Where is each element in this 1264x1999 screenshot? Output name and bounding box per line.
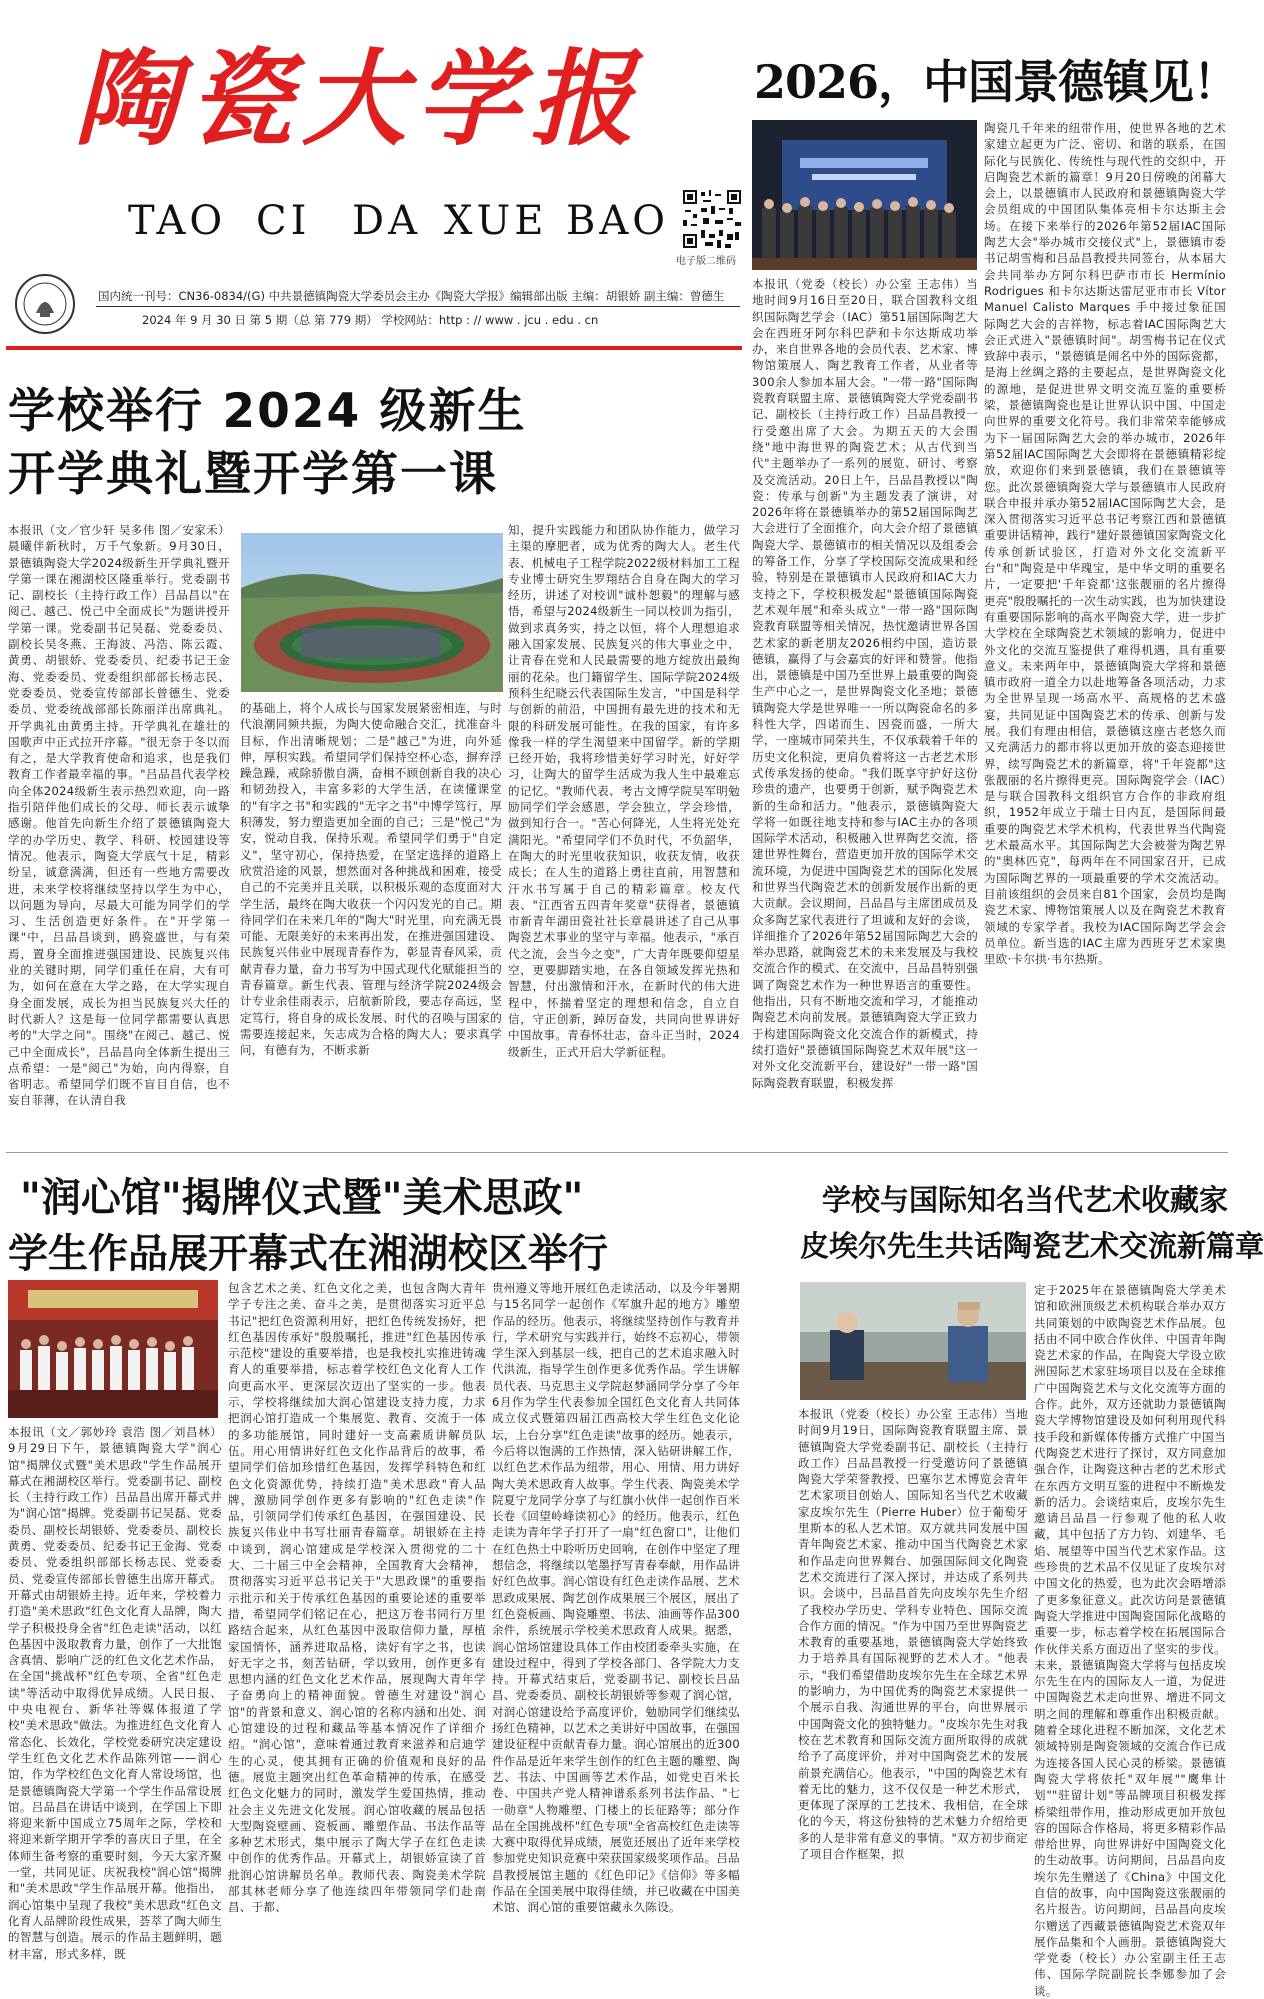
article4-photo-meeting xyxy=(800,1282,1026,1400)
article4-body-col1: 本报讯（党委（校长）办公室 王志伟）当地时间9月19日，国际陶瓷教育联盟主席、景德镇陶瓷大学党委副书记、副校长（主持行政工作）吕品昌教授一行受邀访问了景德镇陶瓷大学荣誉教授、巴塞尔艺术博览会青年艺术家项目创始人、国际知名当代艺术收藏家皮埃尔先生（Pierre Huber）位于葡萄牙里斯本的私人艺术馆。双方就共同发展中国青年陶瓷艺术家、推动中国当代陶瓷艺术家和作品走向世界舞台、加强国际间文化陶瓷艺术交流进行了深入探讨，并达成了系列共识。会谈中，吕品昌首先向皮埃尔先生介绍了我校办学历史、学科专业特色、国际交流合作方面的情况。"作为中国乃至世界陶瓷艺术教育的重要基地，景德镇陶瓷大学始终致力于培养具有国际视野的艺术人才。"他表示，"我们希望借助皮埃尔先生在全球艺术界的影响力，为中国优秀的陶瓷艺术家提供一个展示自我、沟通世界的平台，向世界展示中国陶瓷文化的独特魅力。"皮埃尔先生对我校在艺术教育和国际交流方面所取得的成就给予了高度评价，并对中国陶瓷艺术的发展前景充满信心。他表示，"中国的陶瓷艺术有着无比的魅力，这不仅仅是一种艺术形式，更体现了深厚的工艺技术、我相信，在全球化的今天，将这份独特的艺术魅力介绍给更多的人是非常有意义的事情。"双方初步商定了项目合作框架，拟 xyxy=(798,1407,1028,1862)
masthead-pinyin-3: DA xyxy=(352,198,421,244)
masthead-red-rule xyxy=(6,346,742,350)
article1-body-col1: 本报讯（文／官少轩 吴多伟 图／安家禾）晨曦伴新秋时，万千气象新。9月30日，景德镇陶瓷大学2024级新生开学典礼暨开学第一课在湘湖校区隆重举行。党委副书记、副校长（主持行政工作）吕品昌以"在阅己、越己、悦己中全面成长"为题讲授开学第一课。党委副书记吴磊、党委委员、副校长吴冬燕、王海波、冯浩、陈云霞、黄勇、胡银娇、党委委员、纪委书记王金海、党委委员、党委组织部部长杨志民、党委委员、党委宣传部部长曾德生、党委委员、党委统战部部长陈丽洋出席典礼。开学典礼由黄勇主持。开学典礼在雄壮的国歌声中正式拉开序幕。"很无奈于冬以而有之，是大学教育使命和追求，也是我们教育工作者最幸福的事。"吕品昌代表学校向全体2024级新生表示热烈欢迎，向一路指引陪伴他们成长的父母、师长表示诚挚感谢。他首先向新生介绍了景德镇陶瓷大学的办学历史、教学、科研、校园建设等情况。他表示，陶瓷大学底气十足，精彩纷呈，诚意满满，但还有一些地方需要改进，未来学校将继续坚持以学生为中心，以问题为导向，尽最大可能为同学们的学习、生活创造更好条件。在"开学第一课"中，吕品昌谈到，鸥瓷盛世，与有荣焉，置身全面推进强国建设、民族复兴伟业的关键时期，同学们重任在肩，大有可为，如何在意在大学之路，在大学实现自身全面发展，成长为担当民族复兴大任的时代新人？这是每一位同学都需要认真思考的"大学之问"。围绕"在阅己、越己、悦己中全面成长"，吕品昌向全体新生提出三点希望：一是"阅己"为始，向内得察，自省明志。希望同学们既不盲目自信，也不妄自菲薄，在认清自我 xyxy=(8,523,230,1108)
article1-photo-stadium xyxy=(241,533,503,692)
article2-body-col1: 本报讯（党委（校长）办公室 王志伟）当地时间9月16日至20日，联合国教科文组织国际陶艺学会（IAC）第51届国际陶艺大会在西班牙阿尔科巴萨和卡尔达斯成功举办，来自世界各地的会员代表、艺术家、博物馆策展人、陶艺教育工作者，从业者等300余人参加本届大会。"一带一路"国际陶瓷教育联盟主席、景德镇陶瓷大学党委副书记、副校长（主持行政工作）吕品昌教授一行受邀出席了大会。为期五天的大会围绕"地中海世界的陶瓷艺术；从古代到当代"主题举办了一系列的展览、研讨、考察及交流活动。20日上午，吕品昌教授以"陶瓷：传承与创新"为主题发表了演讲，对2026年将在景德镇举办的第52届国际陶艺大会进行了全面推介，向大会介绍了景德镇陶瓷大学、景德镇市的相关情况以及组委会的筹备工作，分享了学校国际交流成果和经验，特别是在景德镇市人民政府和IAC大力支持之下，学校积极发起"景德镇国际陶瓷艺术观年展"和牵头成立"一带一路"国际陶瓷教育联盟等相关情况，热忱邀请世界各国艺术家的新老朋友2026相约中国，造访景德镇，赢得了与会嘉宾的好评和赞誉。他指出，景德镇是中国乃至世界上最重要的陶瓷生产中心之一，是世界陶瓷文化圣地；景德镇陶瓷大学是世界唯一一所以陶瓷命名的多科性大学，四诺而生、因瓷而盛，一所大学，一座城市同荣共生，不仅承载着千年的历史文化积淀，更肩负着将这一古老艺术形式传承发扬的使命。"我们既享守护好这份珍贵的遗产，也要勇于创新，赋予陶瓷艺术新的生命和活力。"他表示，景德镇陶瓷大学将一如既往地支持和参与IAC主办的各项国际学术活动，积极融入世界陶艺交流，搭建世界性舞台，营造更加开放的国际学术交流环境，为促进中国陶瓷艺术的国际化发展和世界当代陶瓷艺术的创新发展作出新的更大贡献。会议期间，吕品昌与主席团成员及众多陶艺家代表进行了坦诚和友好的会谈，详细推介了2026年第52届国际陶艺大会的举办思路，就陶瓷艺术的未来发展及与我校交流合作的模式、在交流中，吕品昌特别强调了陶瓷艺术作为一种世界语言的重要性。他指出，只有不断地交流和学习，才能推动陶瓷艺术向前发展。景德镇陶瓷大学正致力于构建国际陶瓷文化交流合作的新模式，持续打造好"景德镇国际陶瓷艺术双年展"这一对外文化交流新平台，建设好"一带一路"国际陶瓷教育联盟，积极发挥 xyxy=(752,277,978,1090)
masthead-pinyin-4: XUE xyxy=(444,198,548,244)
publication-info-line1: 国内统一刊号：CN36-0834/(G) 中共景德镇陶瓷大学委员会主办《陶瓷大学报》编辑部出版 主编：胡银娇 副主编：曾德生 xyxy=(98,289,725,303)
masthead-pinyin-1: TAO xyxy=(128,198,227,244)
section-divider xyxy=(6,1152,1228,1153)
article4-headline-line2: 皮埃尔先生共话陶瓷艺术交流新篇章 xyxy=(800,1229,1264,1263)
article1-body-col3: 知，提升实践能力和团队协作能力，做学习主渠的摩肥者，成为优秀的陶大人。老生代表、机械电子工程学院2022级材料加工工程专业博士研究生罗翔结合自身在陶大的学习经历，讲述了对校训"诚朴恕毅"的理解与感悟，希望与2024级新生一同以校训为指引，做到求真务实，持之以恒，将个人理想追求融入国家发展、民族复兴的伟大事业之中，让青春在党和人民最需要的地方绽放出最绚丽的花朵。也门籍留学生、国际学院2024级预科生纪晓云代表国际生发言，"中国是科学与创新的前沿，中国拥有最先进的技术和无限的科研发展可能性。在我的国家，有许多像我一样的学生渴望来中国留学。新的学期已经开始，我将珍惜美好学习时光，好好学习，让陶大的留学生活成为我人生中最难忘的记忆。"教师代表、考古文博学院吴军明勉励同学们学会感恩，学会独立，学会珍惜，做到知行合一。"苦心何降光，人生将光处充满阳光。"希望同学们不负时代，不负韶华，在陶大的时光里收获知识，收获友情，收获成长；在人生的道路上勇往直前，用智慧和汗水书写属于自己的精彩篇章。校友代表、"江西省五四青年奖章"获得者，景德镇市新青年湖田瓷社社长章晨讲述了自己从事陶瓷艺术事业的坚守与幸福。他表示，"承百代之流，会当今之变"，广大青年既要仰望星空，更要脚踏实地，在各自领域发挥光热和智慧，付出激情和汗水，在新时代的伟大进程中，怀揣着坚定的理想和信念，自立自信，守正创新，踔厉奋发，共同向世界讲好中国故事。青春怀壮志，奋斗正当时，2024级新生，正式开启大学新征程。 xyxy=(508,523,740,1059)
article4-headline-line1: 学校与国际知名当代艺术收藏家 xyxy=(822,1183,1229,1217)
school-emblem-icon xyxy=(14,273,76,335)
article2-body-col2: 陶瓷几千年来的纽带作用，使世界各地的艺术家建立起更为广泛、密切、和谐的联系，在国际化与民族化、传统性与现代性的交织中，开启陶瓷艺术新的篇章！9月20日傍晚的闭幕大会上，以景德镇市人民政府和景德镇陶瓷大学会员组成的中国团队集体亮相卡尔达斯主会场。在接下来举行的2026年第52届IAC国际陶艺大会"举办城市交接仪式"上，景德镇市委书记胡雪梅和吕品昌教授共同签台，从本届大会共同举办方阿尔科巴萨市市长 Hermínio Rodrigues 和卡尔达斯达雷尼亚市市长 Vítor Manuel Calisto Marques 手中接过象征国际陶艺大会的吉祥物，标志着IAC国际陶艺大会正式进入"景德镇时间"。胡雪梅书记在仪式致辞中表示，"景德镇是闹名中外的国际瓷都，是海上丝绸之路的主要起点，是世界陶瓷文化的源地，是促进世界文明交流互鉴的重要桥梁，景德镇陶瓷也是让世界认识中国、中国走向世界的重要文化符号。我们非常荣幸能够成为下一届国际陶艺大会的举办城市，2026年第52届IAC国际陶艺大会即将在景德镇精彩绽放，欢迎你们来到景德镇，我们在景德镇等您。此次景德镇陶瓷大学与景德镇市人民政府联合申报并承办第52届IAC国际陶艺大会，是深入贯彻落实习近平总书记考察江西和景德镇重要讲话精神，践行"建好景德镇国家陶瓷文化传承创新试验区，打造对外文化交流新平台"和"陶瓷是中华瑰宝，是中华文明的重要名片，一定要把'千年瓷都'这张靓丽的名片擦得更亮"殷殷嘱托的一次生动实践，也为加快建设有重要国际影响的高水平陶瓷大学，进一步扩大学校在全球陶瓷艺术领域的影响力，促进中外文化的交流互鉴提供了难得机遇，具有重要意义。未来两年中，景德镇陶瓷大学将和景德镇市政府一道全力以赴地筹备各项活动，力求为全世界呈现一场高水平、高规格的艺术盛宴，共同见证中国陶瓷艺术的传承、创新与发展。我们有理由相信，景德镇这座古老悠久而又充满活力的都市将以更加开放的姿态迎接世界，续写陶瓷艺术的新篇章，将"千年瓷都"这张靓丽的名片擦得更亮。国际陶瓷学会（IAC）是与联合国教科文组织官方合作的非政府组织，1952年成立于瑞士日内瓦，是国际间最重要的陶瓷艺术学术机构，代表世界当代陶瓷艺术最高水平。其国际陶艺大会被誉为陶艺界的"奥林匹克"，每两年在不同国家召开，已成为国际陶艺界的一项最重要的学术交流活动。目前该组织的会员来自81个国家，会员均是陶瓷艺术家、博物馆策展人以及在陶瓷艺术教育领域的专家学者。我校为IAC国际陶艺学会会员单位。新当选的IAC主席为西班牙艺术家奥里欧·卡尔拱·韦尔热斯。 xyxy=(984,121,1226,967)
masthead-pinyin-5: BAO xyxy=(566,198,670,244)
article3-headline-line2: 学生作品展开幕式在湘湖校区举行 xyxy=(8,1230,608,1277)
article3-body-col1: 本报讯（文／郭妙玲 袁浩 图／刘昌林）9月29日下午，景德镇陶瓷大学"润心馆"揭牌仪式暨"美术思政"学生作品展开幕式在湘湖校区举行。党委副书记、副校长（主持行政工作）吕品昌出席开幕式并为"润心馆"揭牌。党委副书记吴磊、党委委员、副校长胡银娇、党委委员、副校长黄勇、党委委员、纪委书记王金海、党委委员、党委组织部部长杨志民、党委委员、党委宣传部部长曾德生出席开幕式。开幕式由胡银娇主持。近年来，学校着力打造"美术思政"红色文化育人品牌，陶大学子积极投身全省"红色走读"活动，以红色基因中汲取教育力量，创作了一大批饱含真情、影响广泛的红色文化艺术作品，在全国"挑战杯"红色专项、全省"红色走读"等活动中取得优异成绩。人民日报、中央电视台、新华社等媒体报道了学校"美术思政"做法。为推进红色文化育人常态化、长效化，学校党委研究决定建设学生红色文化艺术作品陈列馆——润心馆，作为学校红色文化育人常设场馆，也是景德镇陶瓷大学第一个学生作品常设展馆。吕品昌在讲话中谈到，在学国上下即将迎来新中国成立75周年之际，学校和将迎来新学期开学季的喜庆日子里，在全体师生备考察的重要时刻，今天大家齐聚一堂，共同见证、庆祝我校"润心馆"揭牌和"美术思政"学生作品展开幕。他指出，润心馆集中呈现了我校"美术思政"红色文化育人品牌阶段性成果，荟萃了陶大师生的智慧与创造。展示的作品主题鲜明，题材丰富，形式多样，既 xyxy=(8,1425,222,1961)
article3-body-col2: 包含艺术之美、红色文化之美，也包含陶大青年学子专注之美、奋斗之美，是贯彻落实习近平总书记"把红色资源利用好，把红色传统发扬好，把红色基因传承好"殷殷嘱托，推进"红色基因传承示范校"建设的重要举措，也是我校扎实推进铸魂育人的重要举措，标志着学校红色文化育人工作向更高水平、更深层次迈出了坚实的一步。他表示，学校将继续加大润心馆建设支持力度，力求把润心馆打造成一个集展览、教育、交流于一体的多功能展馆，同时建好一支高素质讲解员队伍。用心用情讲好红色文化作品背后的故事，希望同学们倍加珍惜红色基因，发挥学科特色和红色文化资源优势，持续打造"美术思政"育人品牌，激励同学创作更多有影响的"红色走读"作品，引领同学们传承红色基因，在强国建设、民族复兴伟业中书写壮丽青春篇章。胡银娇在主持中谈到，润心馆建成是学校深入贯彻党的二十大、二十届三中全会精神，全国教育大会精神，贯彻落实习近平总书记关于"大思政课"的重要指示批示和关于传承红色基因的重要论述的重要举措，希望同学们铭记在心，把这万卷书同行万里路结合起来，从红色基因中汲取信仰力量，厚植家国情怀，涵养进取品格，读好有字之书，也读好无字之书，刻苦钻研，学以致用，创作更多有思想内涵的红色文化艺术作品，展现陶大青年学子奋勇向上的精神面貌。曾德生对建设"润心馆"的背景和意义、润心馆的名称内涵和出处、润心馆建设的过程和藏品等基本情况作了详细介绍。"润心馆"，意味着通过教育来滋养和启迪学生的心灵，使其拥有正确的价值观和良好的品德。展览主题突出红色革命精神的传承，在感受红色文化魅力的同时，激发学生爱国热情，推动社会主义先进文化发展。润心馆收藏的展品包括大型陶瓷壁画、瓷板画、雕塑作品、书法作品等多种艺术形式，集中展示了陶大学子在红色走读中创作的优秀作品。开幕式上，胡银娇宣读了首批润心馆讲解员名单。教师代表、陶瓷美术学院部其林老师分享了他连续四年带领同学们赴南昌、于都、 xyxy=(228,1281,486,1915)
publication-info-line2: 2024 年 9 月 30 日 第 5 期（总 第 779 期） 学校网站：http : // www . jcu . edu . cn xyxy=(142,313,599,327)
article3-headline-line1: "润心馆"揭牌仪式暨"美术思政" xyxy=(20,1174,584,1221)
article1-body-col2: 的基础上，将个人成长与国家发展紧密相连，与时代浪潮同频共振，为陶大使命融合交汇，扰准奋斗目标，作出清晰规划；二是"越己"为进，向外延伸，厚积实践。希望同学们保持空杯心态，摒弃浮躁急躁，戒除骄傲自满，奋楫不顾创新自我的决心和韧劲投入，丰富多彩的大学生活，在读懂课堂的"有字之书"和实践的"无字之书"中博学笃行，厚积薄发，努力塑造更加全面的自己；三是"悦己"为安，悦动自我，保持乐观。希望同学们勇于"自定义"，坚守初心，保持热爱，在坚定选择的道路上欣赏沿途的风景，想然面对各种挑战和困难，接受自己的不完美并且关联，以积极乐观的态度面对大学生活，最终在陶大收获一个闪闪发光的自己。期待同学们在未来几年的"陶大"时光里，向充满无畏可能、无限美好的未来再出发，在推进强国建设、民族复兴伟业中展现青春作为，彰显青春风采，贡献青春力量，奋力书写为中国式现代化赋能担当的青春篇章。新生代表、管理与经济学院2024级会计专业余佳雨表示，启航新阶段，要志存高远，坚定笃行，将自身的成长发展、时代的召唤与国家的需要连接起来，矢志成为合格的陶大人；要求真学问，有德有为，不断求新 xyxy=(240,701,502,1058)
masthead-pinyin-2: CI xyxy=(256,198,311,244)
newspaper-masthead-title: 陶瓷大学报 xyxy=(74,37,645,160)
article1-headline-line1: 学校举行 2024 级新生 xyxy=(8,384,527,439)
article3-body-col3: 贵州遵义等地开展红色走读活动，以及今年暑期与15名同学一起创作《军旗升起的地方》雕塑作品的经历。他表示，将继续坚持创作与教育并行，学术研究与实践并行，始终不忘初心，带领学生深入到基层一线，把自己的艺术追求融入时代洪流，指导学生创作更多优秀作品。学生讲解员代表、马克思主义学院赵梦涵同学分享了今年6月作为学生代表参加全国红色文化育人共同体成立仪式暨第四届江西高校大学生红色文化论坛，上台分享"红色走读"故事的经历。她表示，今后将以饱满的工作热情，深入钻研讲解工作，以红色艺术作品为纽带，用心、用情、用力讲好陶大美术思政育人故事。学生代表、陶瓷美术学院夏宁龙同学分享了与红旗小伙伴一起创作百米长卷《回望岭峰读初心》的经历。他表示，红色走读为青年学子打开了一扇"红色窗口"，让他们在红色热土中聆听历史回响，在创作中坚定了理想信念，将继续以笔墨抒写青春奉献，用作品讲好红色故事。润心馆设有红色走读作品展、艺术思政成果展、陶艺创作成果展三个展区，展出了红色瓷板画、陶瓷雕塑、书法、油画等作品300余件，系统展示学校美术思政育人成果。据悉，润心馆场馆建设具体工作由校团委牵头实施，在建设过程中，得到了学校各部门、各学院大力支持。开幕式结束后，党委副书记、副校长吕品昌、党委委员、副校长胡银娇等参观了润心馆，对润心馆建设给予高度评价，勉励同学们继续弘扬红色精神，以艺术之美讲好中国故事，在强国建设征程中贡献青春力量。润心馆展出的近300件作品是近年来学生创作的红色主题的雕塑、陶艺、书法、中国画等艺术作品，如党史百米长卷、中国共产党人精神谱系系列书法作品、"七一勋章"人物雕塑、门楼上的长征路等；部分作品在全国挑战杯"红色专项"全省高校红色走读等大赛中取得优异成绩，展览还展出了近年来学校参加党史知识竞赛中荣获国家级奖项作品。吕品昌教授展馆主题的《红色印记》《信仰》等多幅作品在全国美展中取得佳绩，并已收藏在中国美术馆、润心馆的重要馆藏永久陈设。 xyxy=(492,1281,740,1915)
article2-photo-group xyxy=(752,120,977,270)
article4-body-col2: 定于2025年在景德镇陶瓷大学美术馆和欧洲顶级艺术机构联合举办双方共同策划的中欧陶瓷艺术作品展。包括由不同中欧合作伙伴、中国青年陶瓷艺术家的作品，在陶瓷大学设立欧洲国际艺术家驻场项目以及在全球推广中国陶瓷艺术与文化交流等方面的合作。此外，双方还就助力景德镇陶瓷大学博物馆建设及如何利用现代科技手段和新媒体传播方式推广中国当代陶瓷艺术进行了探讨，双方同意加强合作，让陶瓷这种古老的艺术形式在东西方文明互鉴的进程中不断焕发新的活力。会谈结束后，皮埃尔先生邀请吕品昌一行参观了他的私人收藏，其中包括了方力钧、刘建华、毛焰、展望等中国当代艺术家作品。这些珍贵的艺术品不仅见证了皮埃尔对中国文化的热爱，也为此次会晤增添了更多象征意义。此次访问是景德镇陶瓷大学推进中国陶瓷国际化战略的重要一步，标志着学校在拓展国际合作伙伴关系方面迈出了坚实的步伐。未来，景德镇陶瓷大学将与包括皮埃尔先生在内的国际友人一道，为促进中国陶瓷艺术走向世界、增进不同文明之间的理解和尊重作出积极贡献。随着全球化进程不断加深，文化艺术领域特别是陶瓷领域的交流合作已成为连接各国人民心灵的桥梁。景德镇陶瓷大学将依托"双年展""鹰隼计划""驻留计划"等品牌项目积极发挥桥梁纽带作用，推动形成更加开放包容的国际合作格局，将更多精彩作品带给世界，向世界讲好中国陶瓷文化的生动故事。访问期间，吕品昌向皮埃尔先生赠送了《China》中国文化自信的故事，向中国陶瓷这张靓丽的名片报告。访问期间，吕品昌向皮埃尔赠送了西藏景德镇陶瓷艺术瓷双年展作品集和个人画册。景德镇陶瓷大学党委（校长）办公室副主任王志伟、国际学院副院长李娜参加了会谈。 xyxy=(1034,1283,1226,1998)
qr-code-icon xyxy=(683,190,741,248)
qr-caption: 电子版二维码 xyxy=(676,256,736,267)
article2-headline: 2026，中国景德镇见！ xyxy=(754,55,1239,109)
article3-photo-ceremony xyxy=(8,1280,218,1418)
article1-headline-line2: 开学典礼暨开学第一课 xyxy=(8,447,498,502)
